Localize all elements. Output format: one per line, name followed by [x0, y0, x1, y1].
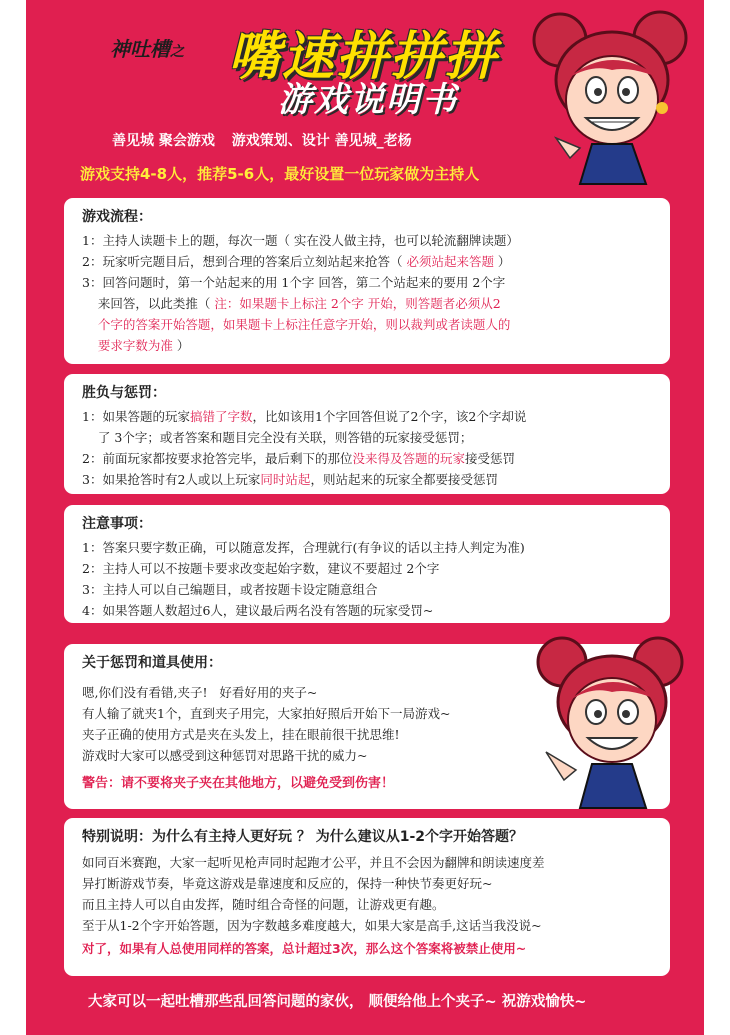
text-line — [82, 745, 520, 766]
support-line: 游戏支持4-8人，推荐5-6人，最好设置一位玩家做为主持人 — [80, 165, 480, 183]
penalty-lines — [82, 406, 656, 490]
line-text: 2：前面玩家都按要求抢答完毕，最后剩下的那位 — [82, 451, 353, 466]
text-line — [82, 427, 656, 448]
penalty-title: 胜负与惩罚： — [82, 385, 166, 401]
line-text: 2：玩家听完题目后，想到合理的答案后立刻站起来抢答（ — [82, 254, 407, 269]
footer-line: 大家可以一起吐槽那些乱回答问题的家伙， 顺便给他上个夹子~ 祝游戏愉快~ — [88, 994, 587, 1010]
venue-label: 善见城 聚会游戏 — [112, 133, 215, 149]
text-line — [82, 873, 656, 894]
text-line — [82, 682, 520, 703]
props-warning: 警告：请不要将夹子夹在其他地方，以避免受到伤害！ — [82, 776, 395, 791]
notes-title: 注意事项： — [82, 516, 152, 532]
girl-mascot-icon — [520, 8, 698, 186]
design-credit: 游戏策划、设计 善见城_老杨 — [231, 133, 412, 149]
line-text: 异打断游戏节奏，毕竟这游戏是靠速度和反应的，保持一种快节奏更好玩~ — [82, 876, 493, 891]
text-line — [82, 469, 656, 490]
flow-card — [64, 198, 670, 364]
line-text: 了 3个字；或者答案和题目完全没有关联，则答错的玩家接受惩罚； — [82, 430, 473, 445]
highlight-text: 注：如果题卡上标注 2个字 开始，则答题者必须从2 — [214, 296, 501, 311]
line-text: 3：回答问题时，第一个站起来的用 1个字 回答，第二个站起来的要用 2个字 — [82, 275, 506, 290]
page-title: 嘴速拼拼拼 — [228, 27, 499, 87]
line-text: 1：如果答题的玩家 — [82, 409, 190, 424]
line-text: 1：答案只要字数正确，可以随意发挥，合理就行(有争议的话以主持人判定为准) — [82, 540, 525, 555]
flow-title: 游戏流程： — [82, 209, 152, 225]
brand-label: 神吐槽之 — [110, 37, 184, 61]
highlight-text: 没来得及答题的玩家 — [352, 451, 465, 466]
props-title: 关于惩罚和道具使用： — [82, 655, 222, 671]
line-text: ） — [172, 338, 190, 353]
text-line — [82, 448, 656, 469]
line-text: ，比如该用1个字回答但说了2个字，该2个字却说 — [252, 409, 527, 424]
text-line — [82, 537, 656, 558]
text-line — [82, 335, 656, 356]
props-lines — [82, 682, 520, 766]
text-line — [82, 230, 656, 251]
text-line — [82, 915, 656, 936]
text-line — [82, 558, 656, 579]
text-line — [82, 314, 656, 335]
line-text: 有人输了就夹1个，直到夹子用完，大家拍好照后开始下一局游戏~ — [82, 706, 451, 721]
special-title: 特别说明：为什么有主持人更好玩 ？ 为什么建议从1-2个字开始答题？ — [82, 829, 524, 845]
flow-lines — [82, 230, 656, 356]
special-lines — [82, 852, 656, 936]
text-line — [82, 293, 656, 314]
line-text: 如同百米赛跑，大家一起听见枪声同时起跑才公平，并且不会因为翻牌和朗读速度差 — [82, 855, 545, 870]
text-line — [82, 251, 656, 272]
line-text: ） — [493, 254, 511, 269]
line-text: 游戏时大家可以感受到这种惩罚对思路干扰的威力~ — [82, 748, 368, 763]
line-text: 嗯,你们没有看错,夹子! 好看好用的夹子~ — [82, 685, 318, 700]
special-card — [64, 818, 670, 976]
line-text: 2：主持人可以不按题卡要求改变起始字数，建议不要超过 2个字 — [82, 561, 440, 576]
highlight-text: 要求字数为准 — [82, 338, 173, 353]
line-text: 至于从1-2个字开始答题，因为字数越多难度越大，如果大家是高手,这话当我没说~ — [82, 918, 542, 933]
line-text: ，则站起来的玩家全都要接受惩罚 — [310, 472, 498, 487]
highlight-text: 个字的答案开始答题，如果题卡上标注任意字开始，则以裁判或者读题人的 — [82, 317, 511, 332]
line-text: 4：如果答题人数超过6人，建议最后两名没有答题的玩家受罚~ — [82, 603, 434, 618]
girl-mascot-icon — [526, 632, 698, 812]
line-text: 而且主持人可以自由发挥，随时组合奇怪的问题，让游戏更有趣。 — [82, 897, 445, 912]
line-text: 3：如果抢答时有2人或以上玩家 — [82, 472, 261, 487]
line-text: 3：主持人可以自己编题目，或者按题卡设定随意组合 — [82, 582, 378, 597]
highlight-text: 同时站起 — [260, 472, 311, 487]
line-text: 接受惩罚 — [464, 451, 515, 466]
text-line — [82, 852, 656, 873]
text-line — [82, 272, 656, 293]
highlight-text: 搞错了字数 — [189, 409, 253, 424]
text-line — [82, 894, 656, 915]
penalty-card — [64, 374, 670, 494]
text-line — [82, 406, 656, 427]
notes-lines — [82, 537, 656, 621]
line-text: 夹子正确的使用方式是夹在头发上，挂在眼前很干扰思维! — [82, 727, 400, 742]
highlight-text: 必须站起来答题 — [406, 254, 494, 269]
text-line — [82, 600, 656, 621]
line-text: 1：主持人读题卡上的题，每次一题（ 实在没人做主持，也可以轮流翻牌读题） — [82, 233, 519, 248]
text-line — [82, 579, 656, 600]
notes-card — [64, 505, 670, 623]
line-text: 来回答，以此类推（ — [82, 296, 215, 311]
special-warning: 对了，如果有人总使用同样的答案，总计超过3次，那么这个答案将被禁止使用~ — [82, 941, 527, 956]
page-subtitle: 游戏说明书 — [278, 80, 458, 120]
text-line — [82, 703, 520, 724]
text-line — [82, 724, 520, 745]
meta-line — [112, 130, 424, 150]
